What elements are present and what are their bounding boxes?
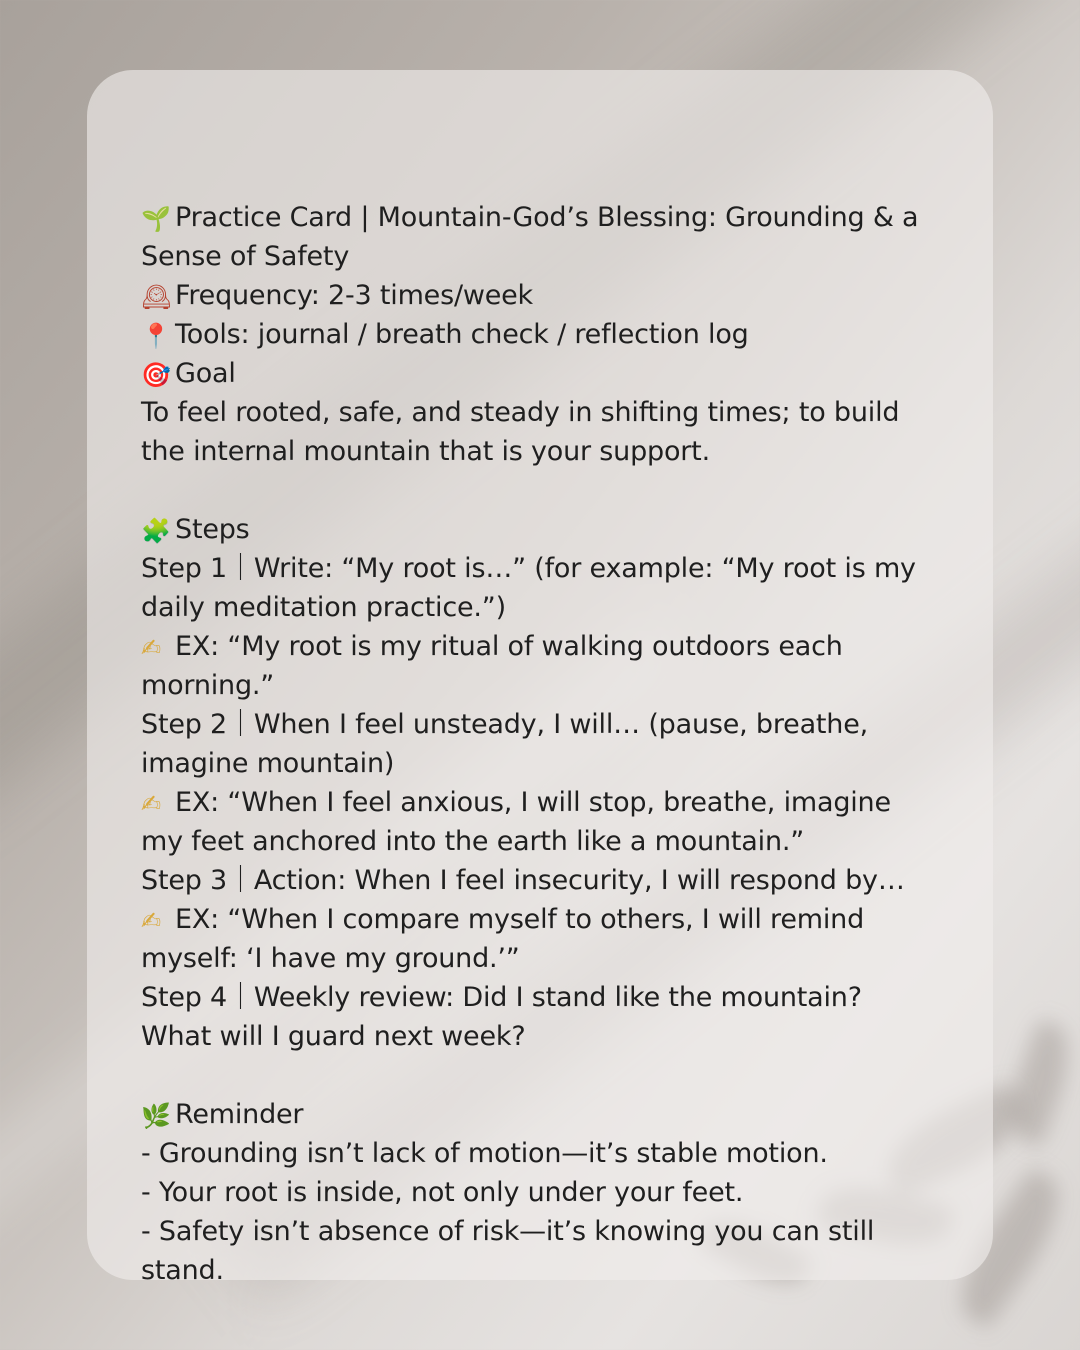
spacer (141, 471, 933, 510)
pushpin-icon: 📍 (141, 322, 171, 350)
writing-hand-icon: ✍ (141, 790, 161, 818)
step-2-example: EX: “When I feel anxious, I will stop, breathe, imagine my feet anchored into the earth like a mountain.” (141, 787, 891, 857)
step-2: Step 2｜When I feel unsteady, I will… (pause, breathe, imagine mountain) (141, 709, 869, 779)
reminder-item: - Safety isn’t absence of risk—it’s knowing you can still stand. (141, 1216, 875, 1286)
mantel-clock-icon: 🕰 (141, 283, 172, 311)
goal-text: To feel rooted, safe, and steady in shifting times; to build the internal mountain that is your support. (141, 397, 900, 467)
step-1: Step 1｜Write: “My root is…” (for example: “My root is my daily meditation practice.”) (141, 553, 916, 623)
step-3-example-line (141, 900, 933, 978)
step-3: Step 3｜Action: When I feel insecurity, I will respond by… (141, 865, 905, 896)
frequency-line (141, 276, 933, 315)
herb-icon: 🌿 (141, 1102, 171, 1130)
steps-heading: Steps (175, 514, 250, 545)
goal-heading: Goal (175, 358, 236, 389)
spacer (141, 1056, 933, 1095)
step-2-example-line (141, 783, 933, 861)
step-3-example: EX: “When I compare myself to others, I will remind myself: ‘I have my ground.’” (141, 904, 865, 974)
step-4: Step 4｜Weekly review: Did I stand like the mountain? What will I guard next week? (141, 982, 862, 1052)
direct-hit-icon: 🎯 (141, 361, 171, 389)
step-1-example: EX: “My root is my ritual of walking outdoors each morning.” (141, 631, 843, 701)
puzzle-piece-icon: 🧩 (141, 517, 171, 545)
writing-hand-icon: ✍ (141, 907, 161, 935)
goal-heading-line (141, 354, 933, 393)
card-title-line (141, 198, 933, 276)
tools-text: Tools: journal / breath check / reflection log (175, 319, 749, 350)
step-1-example-line (141, 627, 933, 705)
card-title: Practice Card | Mountain-God’s Blessing: Grounding & a Sense of Safety (141, 202, 919, 272)
frequency-text: Frequency: 2-3 times/week (175, 280, 533, 311)
reminder-heading-line (141, 1095, 933, 1134)
writing-hand-icon: ✍ (141, 634, 161, 662)
tools-line (141, 315, 933, 354)
reminder-item: - Your root is inside, not only under your feet. (141, 1177, 744, 1208)
steps-heading-line (141, 510, 933, 549)
seedling-icon: 🌱 (141, 205, 171, 233)
practice-card (87, 70, 993, 1286)
reminder-heading: Reminder (175, 1099, 304, 1130)
reminder-item: - Grounding isn’t lack of motion—it’s stable motion. (141, 1138, 828, 1169)
